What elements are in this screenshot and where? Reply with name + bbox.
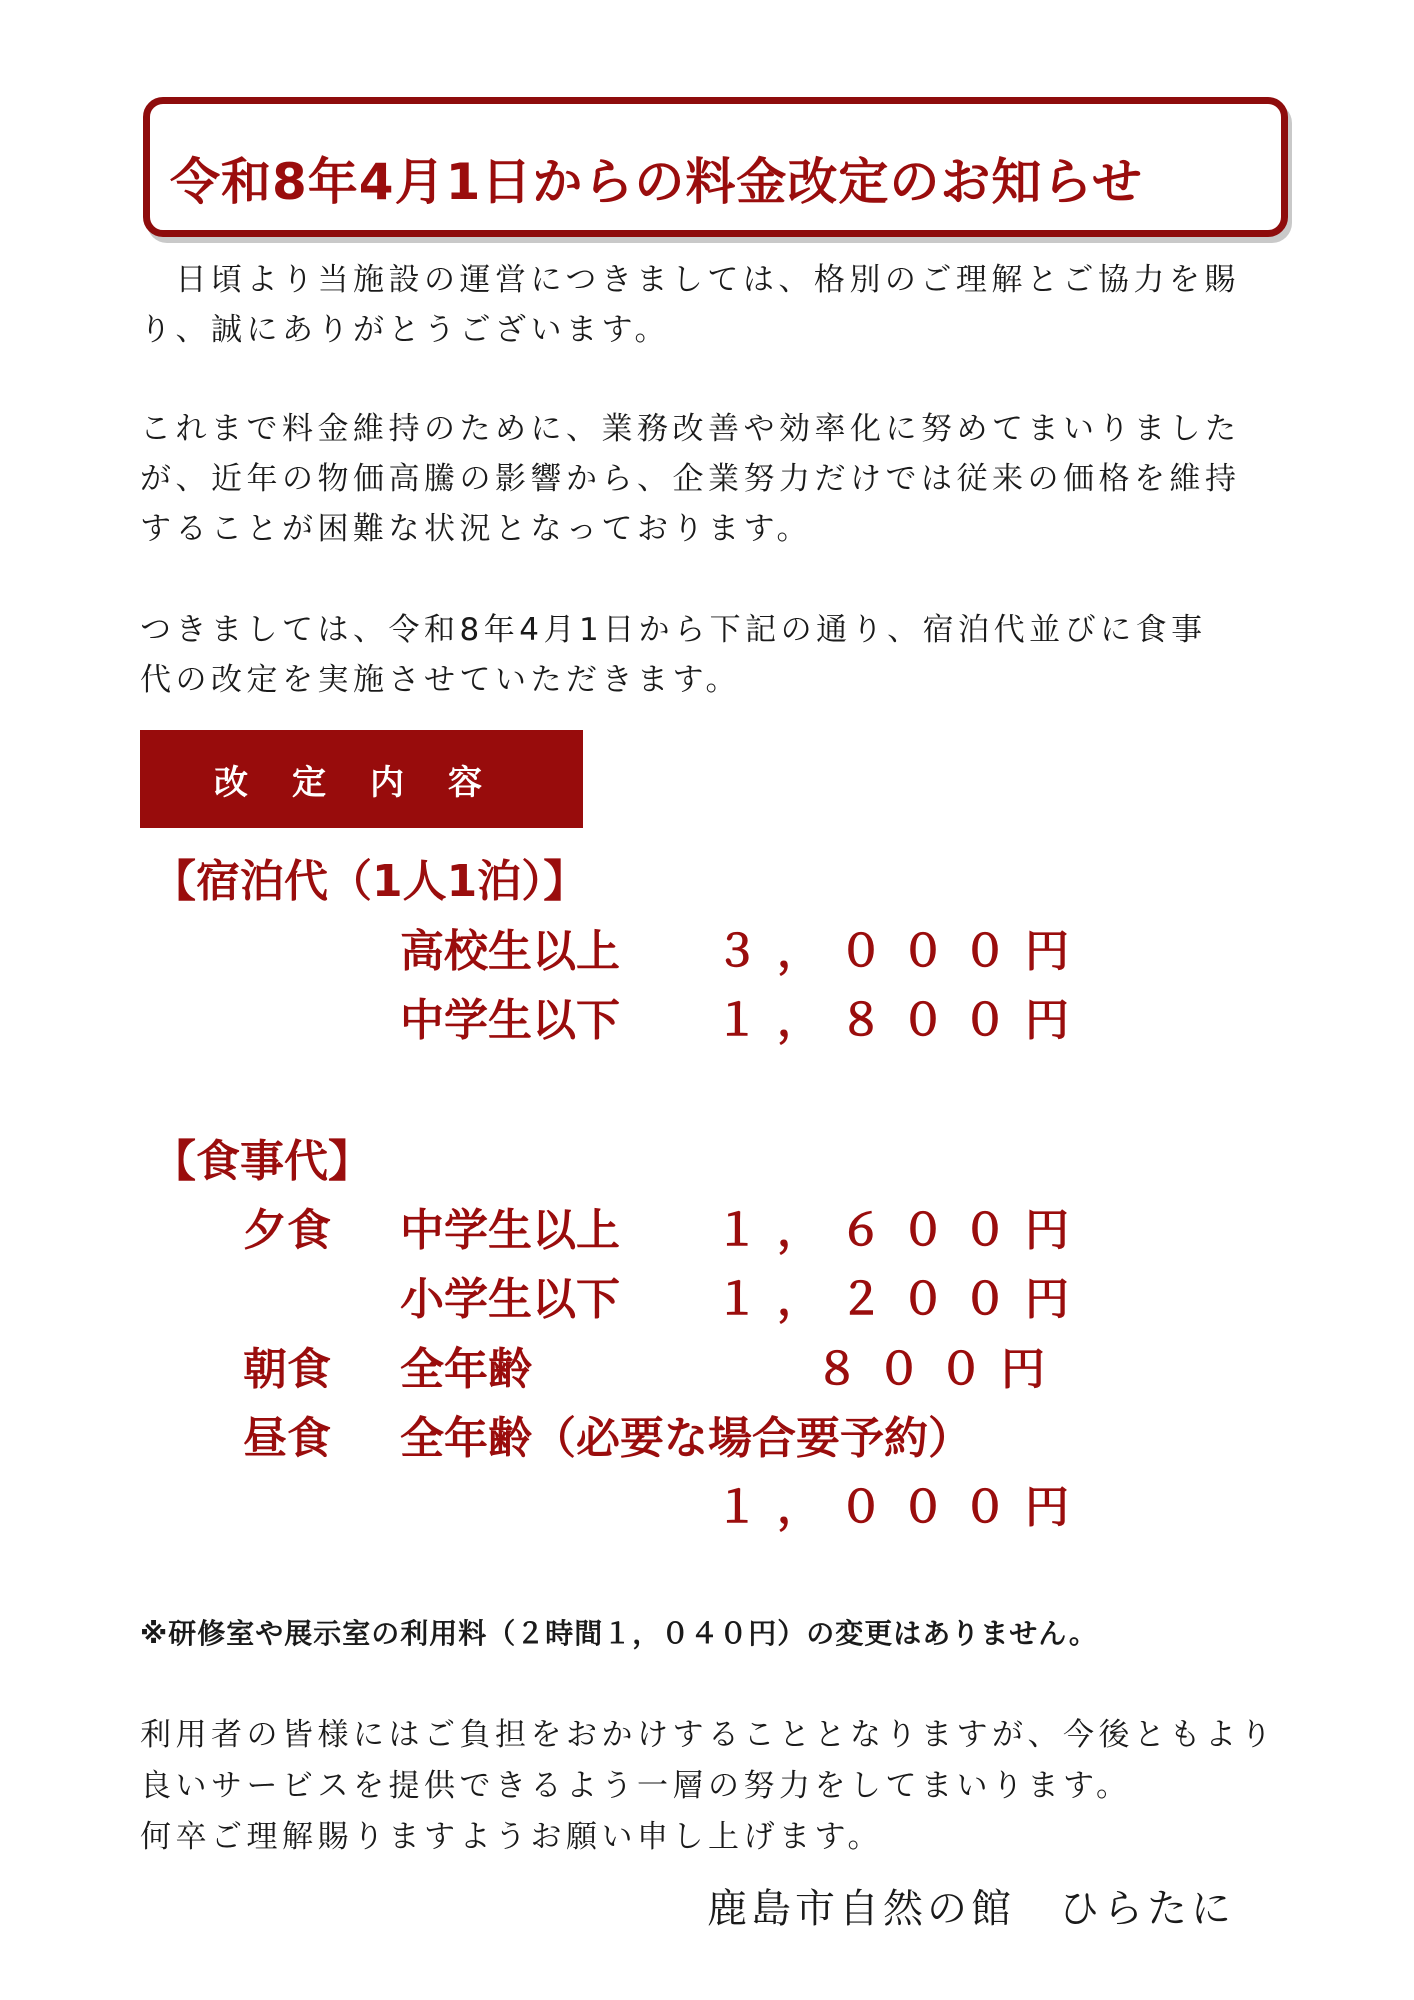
- meal-price: １，６００円: [715, 1205, 1087, 1256]
- meal-category: 中学生以上: [400, 1205, 620, 1256]
- meal-price: １，０００円: [715, 1482, 1087, 1533]
- intro-line: することが困難な状況となっております。: [140, 511, 813, 547]
- closing-line: 何卒ご理解賜りますようお願い申し上げます。: [140, 1819, 884, 1855]
- meal-category: 全年齢（必要な場合要予約）: [400, 1413, 972, 1464]
- lodging-category: 中学生以下: [400, 995, 620, 1046]
- meal-price: １，２００円: [715, 1274, 1087, 1325]
- intro-line: これまで料金維持のために、業務改善や効率化に努めてまいりました: [140, 411, 1241, 447]
- intro-line: 代の改定を実施させていただきます。: [140, 662, 742, 698]
- meal-name: 夕食: [243, 1205, 331, 1256]
- intro-line: つきましては、令和8年4月1日から下記の通り、宿泊代並びに食事: [140, 612, 1207, 648]
- meal-name: 昼食: [243, 1413, 331, 1464]
- intro-paragraph-2: [140, 404, 1241, 554]
- meal-name: 朝食: [243, 1344, 331, 1395]
- lodging-category: 高校生以上: [400, 926, 620, 977]
- facility-fee-note: ※研修室や展示室の利用料（２時間１，０４０円）の変更はありません。: [140, 1617, 1098, 1650]
- intro-line: 日頃より当施設の運営につきましては、格別のご理解とご協力を賜: [140, 262, 1240, 298]
- lodging-price: １，８００円: [715, 995, 1087, 1046]
- section-header-label: 改定内容: [214, 763, 526, 803]
- intro-line: り、誠にありがとうございます。: [140, 312, 671, 348]
- lodging-heading: 【宿泊代（1人1泊）】: [152, 856, 588, 907]
- meal-price: ８００円: [815, 1344, 1063, 1395]
- intro-paragraph-1: [140, 255, 1240, 355]
- closing-line: 利用者の皆様にはご負担をおかけすることとなりますが、今後ともより: [140, 1717, 1276, 1753]
- meal-category: 小学生以下: [400, 1274, 620, 1325]
- page-title: 令和8年4月1日からの料金改定のお知らせ: [170, 153, 1143, 211]
- lodging-price: ３，０００円: [715, 926, 1087, 977]
- closing-paragraph: [140, 1710, 1276, 1863]
- meals-heading: 【食事代】: [152, 1136, 372, 1187]
- closing-line: 良いサービスを提供できるよう一層の努力をしてまいります。: [140, 1768, 1132, 1804]
- intro-line: が、近年の物価高騰の影響から、企業努力だけでは従来の価格を維持: [140, 461, 1241, 497]
- signature: 鹿島市自然の館 ひらたに: [707, 1886, 1235, 1932]
- intro-paragraph-3: [140, 605, 1207, 705]
- meal-category: 全年齢: [400, 1344, 532, 1395]
